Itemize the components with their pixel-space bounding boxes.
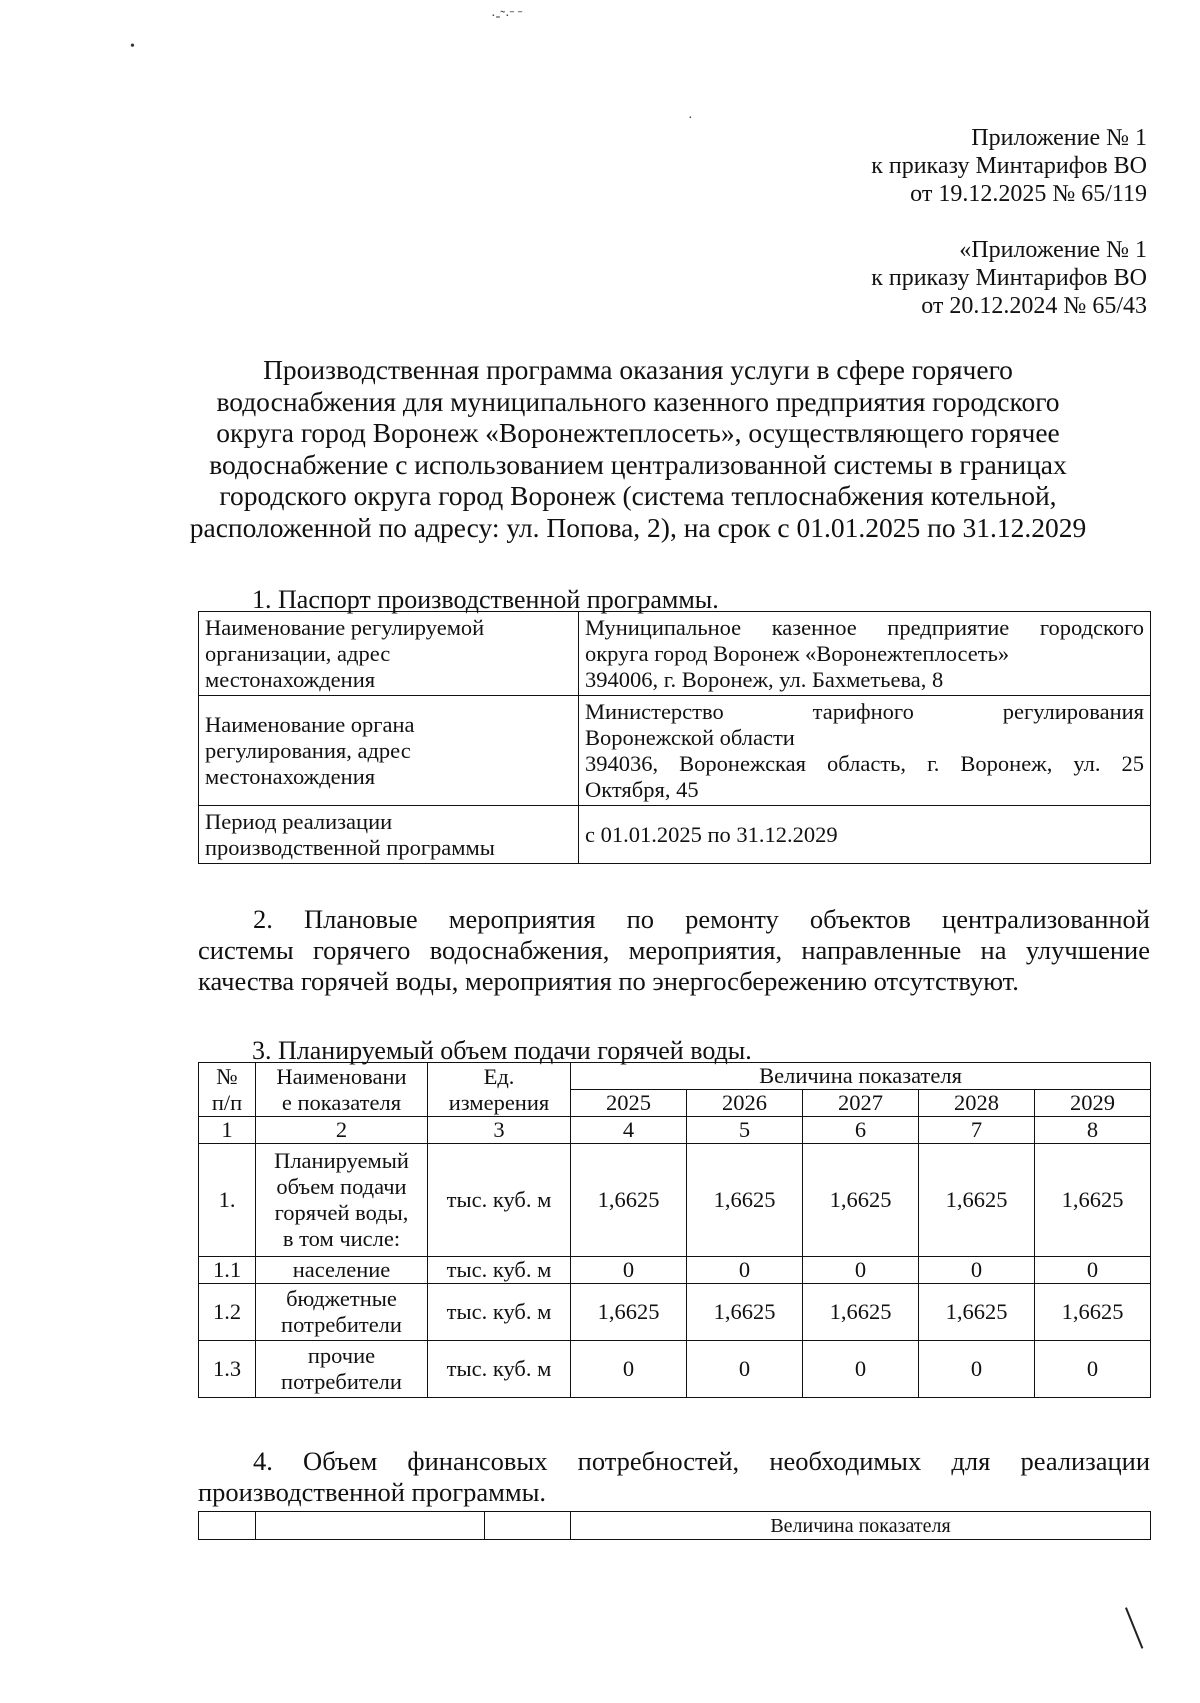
value-group-header: Величина показателя [571, 1063, 1151, 1090]
column-number: 4 [571, 1117, 687, 1144]
row-value: 0 [571, 1341, 687, 1398]
column-numbers-row [199, 1117, 1151, 1144]
col-unit-header [428, 1063, 571, 1117]
passport-label [199, 806, 579, 864]
pen-mark [1125, 1607, 1143, 1649]
passport-value [579, 806, 1151, 864]
finance-table [198, 1511, 1151, 1540]
passport-value-line: Министерство тарифного регулирования [585, 698, 1144, 724]
column-number: 7 [919, 1117, 1035, 1144]
year-header: 2025 [571, 1090, 687, 1117]
col-name-header [256, 1063, 428, 1117]
row-value: 0 [803, 1341, 919, 1398]
column-number: 2 [256, 1117, 428, 1144]
column-number: 8 [1035, 1117, 1151, 1144]
col-num-header [199, 1063, 256, 1117]
row-name-line: население [292, 1257, 391, 1282]
row-name [256, 1144, 428, 1257]
row-name-line: потребители [281, 1312, 402, 1337]
section4-line: производственной программы. [198, 1477, 547, 1507]
row-value: 1,6625 [1035, 1284, 1151, 1341]
row-value: 0 [1035, 1257, 1151, 1284]
row-unit: тыс. куб. м [428, 1341, 571, 1398]
section2-line: системы горячего водоснабжения, мероприятия, направленные на улучшение [198, 935, 1150, 965]
passport-value-line: Воронежской области [585, 724, 795, 750]
passport-value-line: 394006, г. Воронеж, ул. Бахметьева, 8 [585, 666, 944, 692]
section2-paragraph [198, 904, 1150, 997]
passport-value-line: Октября, 45 [585, 776, 699, 802]
document-title [180, 354, 1096, 543]
section4-paragraph [198, 1446, 1150, 1508]
passport-value-line: округа город Воронеж «Воронежтеплосеть» [585, 640, 1010, 666]
row-value: 1,6625 [571, 1284, 687, 1341]
row-unit: тыс. куб. м [428, 1144, 571, 1257]
row-name-line: прочие [307, 1343, 376, 1368]
finance-header-row [199, 1512, 1151, 1540]
row-value: 0 [687, 1341, 803, 1398]
scan-speck-top: ·-˜·ˉ ˉ [491, 9, 523, 24]
annex-previous-line3: от 20.12.2024 № 65/43 [921, 293, 1147, 319]
row-value: 0 [919, 1257, 1035, 1284]
row-value: 1,6625 [687, 1144, 803, 1257]
title-line: округа город Воронеж «Воронежтеплосеть», осуществляющего горячее [216, 417, 1060, 448]
year-header: 2029 [1035, 1090, 1151, 1117]
row-num: 1.3 [199, 1341, 256, 1398]
row-name [256, 1257, 428, 1284]
row-name-line: в том числе: [282, 1226, 401, 1251]
passport-label [199, 612, 579, 696]
row-name-line: потребители [281, 1369, 402, 1394]
row-num: 1. [199, 1144, 256, 1257]
table-row [199, 1341, 1151, 1398]
passport-label-line: местонахождения [205, 763, 376, 789]
col-num-header-line: п/п [211, 1089, 243, 1115]
passport-row [199, 696, 1151, 806]
column-number: 3 [428, 1117, 571, 1144]
row-num: 1.2 [199, 1284, 256, 1341]
title-line: водоснабжение с использованием централизованной системы в границах [209, 448, 1067, 480]
row-value: 0 [919, 1341, 1035, 1398]
finance-value-header: Величина показателя [571, 1512, 1151, 1540]
col-num-header-line: № [216, 1063, 238, 1089]
col-name-header-line: е показателя [281, 1089, 402, 1115]
col-unit-header-line: Ед. [483, 1063, 515, 1089]
row-name-line: бюджетные [286, 1286, 397, 1311]
passport-label [199, 696, 579, 806]
row-name [256, 1284, 428, 1341]
year-header: 2028 [919, 1090, 1035, 1117]
title-line: Производственная программа оказания услуги в сфере горячего [263, 354, 1013, 385]
row-value: 1,6625 [1035, 1144, 1151, 1257]
table-row [199, 1144, 1151, 1257]
table-row [199, 1284, 1151, 1341]
section4-line: 4. Объем финансовых потребностей, необходимых для реализации [253, 1446, 1150, 1476]
passport-value-line: с 01.01.2025 по 31.12.2029 [585, 821, 838, 847]
annex-current-line1: Приложение № 1 [971, 125, 1147, 151]
passport-row [199, 612, 1151, 696]
passport-label-line: Наименование органа [205, 711, 415, 737]
section2-line: 2. Плановые мероприятия по ремонту объектов централизованной [253, 904, 1150, 934]
section1-heading: 1. Паспорт производственной программы. [252, 585, 719, 614]
year-header: 2026 [687, 1090, 803, 1117]
column-number: 5 [687, 1117, 803, 1144]
passport-label-line: Наименование регулируемой [205, 614, 485, 640]
passport-label-line: организации, адрес [205, 640, 391, 666]
title-line: городского округа город Воронеж (система теплоснабжения котельной, [219, 480, 1057, 511]
passport-table [198, 611, 1151, 864]
annex-current-line2: к приказу Минтарифов ВО [871, 153, 1147, 179]
volume-header-row [199, 1063, 1151, 1090]
passport-label-line: местонахождения [205, 666, 376, 692]
row-value: 1,6625 [919, 1144, 1035, 1257]
passport-value [579, 696, 1151, 806]
row-value: 0 [571, 1257, 687, 1284]
row-value: 0 [803, 1257, 919, 1284]
finance-empty-cell [485, 1512, 571, 1540]
col-unit-header-line: измерения [448, 1089, 550, 1115]
row-value: 1,6625 [919, 1284, 1035, 1341]
row-name [256, 1341, 428, 1398]
annex-current [871, 124, 1147, 208]
passport-row [199, 806, 1151, 864]
passport-label-line: Период реализации [205, 808, 393, 834]
scan-speck-mid: · [688, 111, 693, 126]
passport-value [579, 612, 1151, 696]
col-name-header-line: Наименовани [276, 1063, 407, 1089]
row-name-line: Планируемый [274, 1148, 409, 1173]
row-value: 0 [687, 1257, 803, 1284]
column-number: 6 [803, 1117, 919, 1144]
passport-value-line: 394036, Воронежская область, г. Воронеж, ул. 25 [585, 750, 1144, 776]
column-number: 1 [199, 1117, 256, 1144]
passport-label-line: производственной программы [205, 834, 495, 860]
row-value: 1,6625 [803, 1284, 919, 1341]
title-line: расположенной по адресу: ул. Попова, 2), на срок с 01.01.2025 по 31.12.2029 [189, 511, 1087, 543]
row-value: 0 [1035, 1341, 1151, 1398]
row-name-line: объем подачи [276, 1174, 407, 1199]
year-header: 2027 [803, 1090, 919, 1117]
annex-current-line3: от 19.12.2025 № 65/119 [910, 181, 1147, 207]
row-value: 1,6625 [687, 1284, 803, 1341]
table-row [199, 1257, 1151, 1284]
annex-previous-line1: «Приложение № 1 [959, 237, 1147, 263]
annex-previous-line2: к приказу Минтарифов ВО [871, 265, 1147, 291]
row-num: 1.1 [199, 1257, 256, 1284]
row-name-line: горячей воды, [274, 1200, 409, 1225]
title-line: водоснабжения для муниципального казенного предприятия городского [216, 385, 1060, 417]
annex-previous [871, 236, 1147, 320]
section3-heading: 3. Планируемый объем подачи горячей воды. [252, 1036, 752, 1065]
row-unit: тыс. куб. м [428, 1284, 571, 1341]
row-value: 1,6625 [571, 1144, 687, 1257]
finance-empty-cell [256, 1512, 485, 1540]
row-value: 1,6625 [803, 1144, 919, 1257]
finance-empty-cell [199, 1512, 256, 1540]
row-unit: тыс. куб. м [428, 1257, 571, 1284]
section2-line: качества горячей воды, мероприятия по энергосбережению отсутствуют. [198, 966, 1019, 996]
passport-value-line: Муниципальное казенное предприятие городского [585, 614, 1144, 640]
passport-label-line: регулирования, адрес [205, 737, 411, 763]
scan-speck-left: • [130, 39, 135, 54]
volume-table [198, 1062, 1151, 1398]
